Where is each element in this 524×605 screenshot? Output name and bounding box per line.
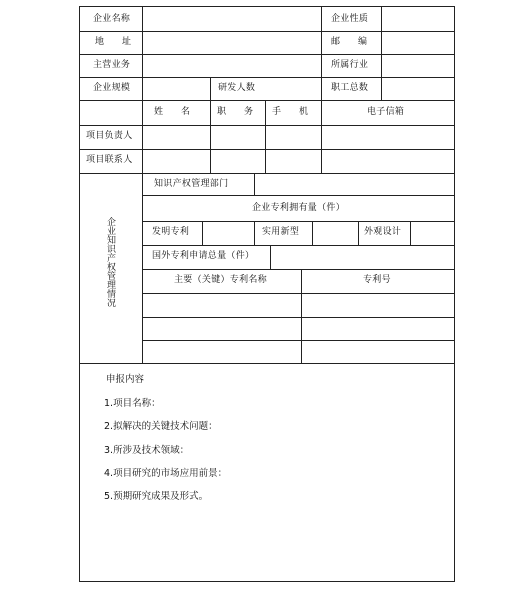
contact-header-mobile: 手 机 (272, 107, 309, 117)
patent-no-header: 专利号 (363, 275, 391, 285)
col-line (358, 221, 359, 245)
company-nature-label: 企业性质 (331, 14, 369, 24)
col-line (202, 221, 203, 245)
industry-label: 所属行业 (331, 60, 369, 70)
total-staff-label: 职工总数 (331, 83, 369, 93)
row-line (80, 363, 454, 364)
invention-label: 发明专利 (152, 227, 190, 237)
address-label: 地 址 (95, 37, 132, 47)
col-line (381, 7, 382, 31)
company-scale-label: 企业规模 (93, 83, 131, 93)
col-line (265, 100, 266, 173)
row-line (80, 125, 454, 126)
row-line (142, 195, 454, 196)
main-business-label: 主营业务 (93, 60, 131, 70)
declaration-item: 4.项目研究的市场应用前景： (104, 468, 228, 479)
company-name-label: 企业名称 (93, 14, 131, 24)
row-line (80, 54, 454, 55)
col-line (254, 221, 255, 245)
contact-header-name: 姓 名 (154, 107, 191, 117)
row-line (80, 100, 454, 101)
ip-section-title: 企业知识产权管理情况 (105, 217, 115, 307)
rd-staff-label: 研发人数 (218, 83, 256, 93)
col-line (381, 77, 382, 100)
declaration-title: 申报内容 (106, 374, 145, 385)
project-contact-label: 项目联系人 (86, 155, 133, 165)
col-line (321, 100, 322, 173)
row-line (142, 340, 454, 341)
patent-count-title: 企业专利拥有量（件） (252, 203, 346, 213)
col-line (254, 173, 255, 195)
contact-header-position: 职 务 (217, 107, 254, 117)
row-line (80, 31, 454, 32)
col-line (270, 245, 271, 269)
col-line (210, 77, 211, 100)
foreign-apps-label: 国外专利申请总量（件） (152, 251, 255, 261)
design-label: 外观设计 (364, 227, 402, 237)
row-line (80, 149, 454, 150)
col-line (312, 221, 313, 245)
ip-dept-label: 知识产权管理部门 (154, 179, 229, 189)
row-line (80, 77, 454, 78)
contact-header-email: 电子信箱 (367, 107, 405, 117)
declaration-item: 1.项目名称： (104, 398, 161, 409)
row-line (142, 221, 454, 222)
declaration-item: 2.拟解决的关键技术问题： (104, 421, 218, 432)
row-line (142, 269, 454, 270)
col-line (142, 7, 143, 363)
col-line (321, 77, 322, 100)
col-line (410, 221, 411, 245)
postcode-label: 邮 编 (331, 37, 368, 47)
application-form (79, 6, 455, 582)
utility-label: 实用新型 (262, 227, 300, 237)
col-line (381, 31, 382, 77)
col-line (301, 269, 302, 363)
col-line (321, 31, 322, 77)
row-line (142, 245, 454, 246)
row-line (142, 317, 454, 318)
declaration-item: 5.预期研究成果及形式。 (104, 491, 209, 502)
row-line (142, 293, 454, 294)
project-leader-label: 项目负责人 (86, 131, 133, 141)
col-line (321, 7, 322, 31)
key-patent-name-header: 主要（关键）专利名称 (174, 275, 268, 285)
col-line (210, 100, 211, 173)
row-line (80, 173, 454, 174)
declaration-item: 3.所涉及技术领域： (104, 445, 190, 456)
